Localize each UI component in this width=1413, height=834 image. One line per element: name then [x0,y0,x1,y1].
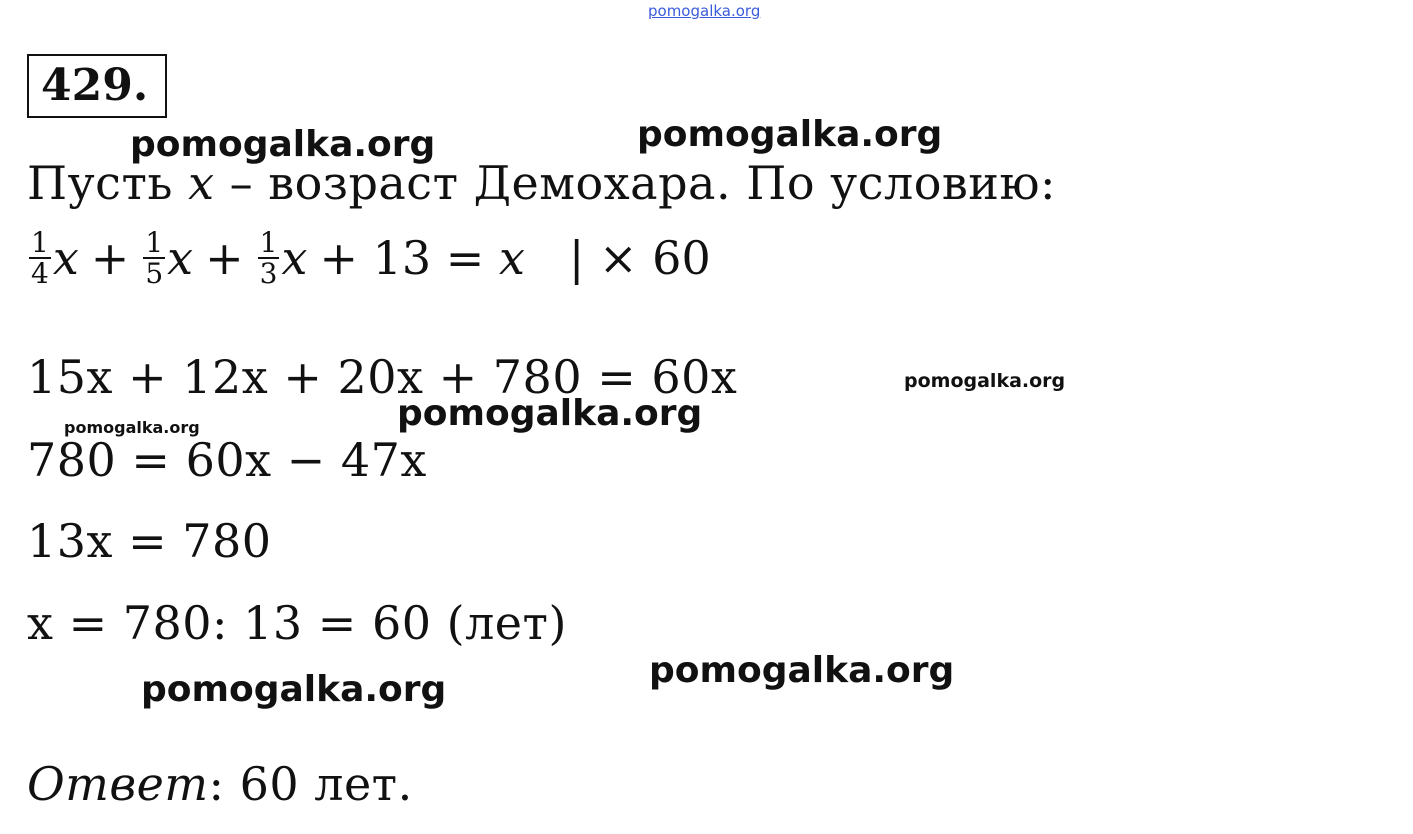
plus-sign: + [90,231,130,286]
equation-line-4: 13x = 780 [27,514,272,568]
watermark: pomogalka.org [130,124,436,165]
intro-variable: x [188,156,215,210]
answer-line [27,757,413,811]
multiplier: | × 60 [568,231,711,286]
watermark: pomogalka.org [64,418,200,437]
fraction-denominator: 3 [259,257,278,291]
watermark: pomogalka.org [649,650,955,691]
equation-rhs: x [498,231,525,286]
fraction-denominator: 4 [31,257,49,291]
fraction-1-5 [143,228,165,289]
intro-prefix: Пусть [27,156,189,210]
equation-line-3: 780 = 60x − 47x [27,433,427,487]
equation-tail: + 13 = [319,231,499,286]
plus-sign: + [205,231,244,286]
fraction-numerator: 1 [259,226,278,259]
equation-line-5: x = 780: 13 = 60 (лет) [27,596,567,650]
variable-x: x [52,231,79,286]
equation-line-2: 15x + 12x + 20x + 780 = 60x [27,350,738,404]
equation-line-1 [27,228,711,289]
fraction-numerator: 1 [31,226,49,259]
watermark: pomogalka.org [141,669,447,710]
intro-suffix: – возраст Демохара. По условию: [214,156,1056,210]
problem-number: 429. [27,54,167,118]
answer-label: Ответ [27,757,209,811]
watermark: pomogalka.org [904,370,1066,392]
answer-text: : 60 лет. [208,757,413,811]
fraction-1-3 [258,228,280,289]
intro-line [27,156,1056,210]
fraction-numerator: 1 [145,226,164,259]
variable-x: x [167,231,194,286]
variable-x: x [281,231,308,286]
fraction-1-4 [29,228,51,289]
fraction-denominator: 5 [145,257,164,291]
watermark: pomogalka.org [637,114,943,155]
watermark-top[interactable]: pomogalka.org [648,2,761,20]
watermark: pomogalka.org [397,393,703,434]
